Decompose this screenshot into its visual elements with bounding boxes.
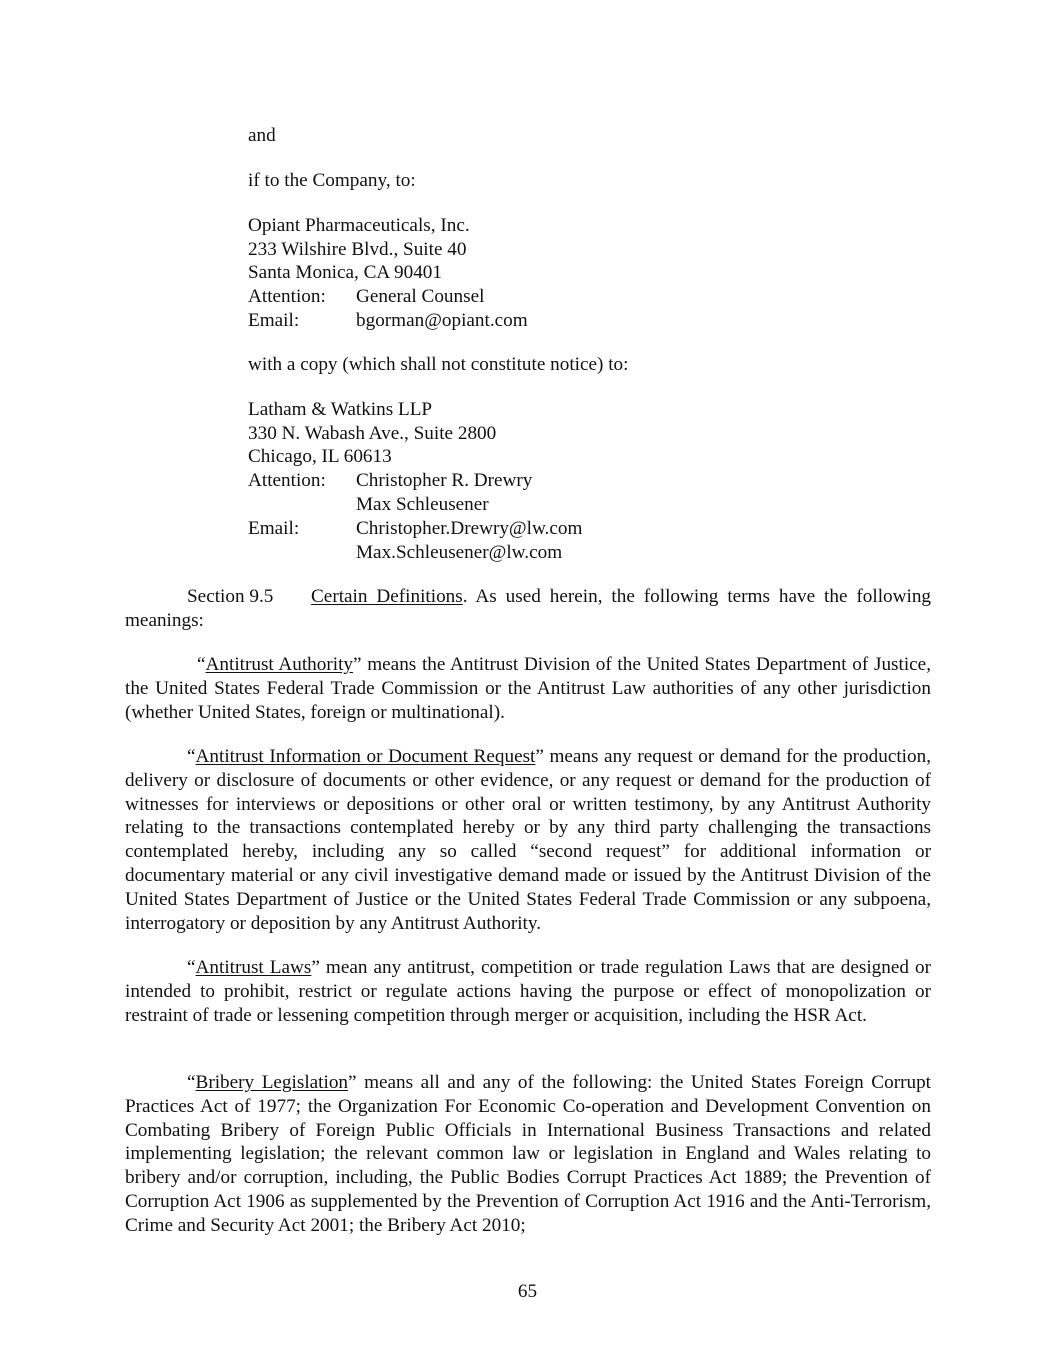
open-quote: “	[187, 1072, 196, 1093]
section-number: Section 9.5	[187, 586, 274, 607]
counsel-address-line1: 330 N. Wabash Ave., Suite 2800	[248, 423, 497, 444]
definition-antitrust-authority	[125, 653, 931, 724]
definition-antitrust-information-request	[125, 745, 931, 935]
definition-text: ” means all and any of the following: the United States Foreign Corrupt Practices Act of 1977; the Organization For Economic Co-operation and Development Convention on Combating Bribery of Foreign Public Officials in International Business Transactions and related implementing legislation; the relevant common law or legislation in England and Wales relating to bribery and/or corruption, including, the Public Bodies Corrupt Practices Act 1889; the Prevention of Corruption Act 1906 as supplemented by the Prevention of Corruption Act 1916 and the Anti-Terrorism, Crime and Security Act 2001; the Bribery Act 2010;	[125, 1072, 932, 1236]
counsel-attention-value-1: Christopher R. Drewry	[356, 470, 533, 491]
notice-if-company: if to the Company, to:	[248, 170, 416, 191]
notice-and: and	[248, 125, 276, 146]
company-email-value: bgorman@opiant.com	[356, 310, 528, 331]
definition-antitrust-laws	[125, 956, 931, 1027]
definition-text: ” means the Antitrust Division of the United States Department of Justice, the United States Federal Trade Commission or the Antitrust Law authorities of any other jurisdiction (whether United States, foreign or multinational).	[125, 654, 931, 723]
counsel-name: Latham & Watkins LLP	[248, 399, 433, 420]
counsel-email-label: Email:	[248, 518, 300, 539]
notice-copy-line: with a copy (which shall not constitute notice) to:	[248, 354, 629, 375]
counsel-address-line2: Chicago, IL 60613	[248, 446, 392, 467]
section-heading	[125, 585, 931, 633]
company-email-label: Email:	[248, 310, 300, 331]
counsel-attention-row	[248, 469, 532, 493]
open-quote: “	[197, 654, 206, 675]
defined-term: Bribery Legislation	[195, 1072, 349, 1093]
definition-text: ” mean any antitrust, competition or trade regulation Laws that are designed or intended to prohibit, restrict or regulate actions having the purpose or effect of monopolization or restraint of trade or lessening competition through merger or acquisition, including the HSR Act.	[125, 957, 931, 1026]
counsel-attention-value-2: Max Schleusener	[356, 494, 489, 515]
open-quote: “	[187, 957, 196, 978]
definition-text: ” means any request or demand for the production, delivery or disclosure of documents or other evidence, or any request or demand for the production of witnesses for interviews or depositions or other oral or written testimony, by any Antitrust Authority relating to the transactions contemplated hereby or by any third party challenging the transactions contemplated hereby, including any so called “second request” for additional information or documentary material or any civil investigative demand made or issued by the Antitrust Division of the United States Department of Justice or the United States Federal Trade Commission or any subpoena, interrogatory or deposition by any Antitrust Authority.	[125, 746, 931, 934]
counsel-email-value-2: Max.Schleusener@lw.com	[356, 542, 563, 563]
defined-term: Antitrust Authority	[205, 654, 354, 675]
company-attention-row	[248, 285, 484, 309]
company-address-line1: 233 Wilshire Blvd., Suite 40	[248, 239, 467, 260]
counsel-attention-label: Attention:	[248, 470, 326, 491]
section-intro: . As used herein, the following terms have the following meanings:	[125, 586, 932, 631]
section-title: Certain Definitions	[311, 586, 463, 607]
company-address-line2: Santa Monica, CA 90401	[248, 262, 442, 283]
counsel-email-row	[248, 517, 582, 541]
company-name: Opiant Pharmaceuticals, Inc.	[248, 215, 470, 236]
company-email-row	[248, 309, 528, 333]
page-number: 65	[517, 1281, 538, 1302]
definition-bribery-legislation	[125, 1071, 931, 1238]
open-quote: “	[187, 746, 196, 767]
company-attention-value: General Counsel	[356, 286, 485, 307]
defined-term: Antitrust Laws	[195, 957, 312, 978]
company-attention-label: Attention:	[248, 286, 326, 307]
defined-term: Antitrust Information or Document Request	[195, 746, 536, 767]
counsel-email-value-1: Christopher.Drewry@lw.com	[356, 518, 583, 539]
